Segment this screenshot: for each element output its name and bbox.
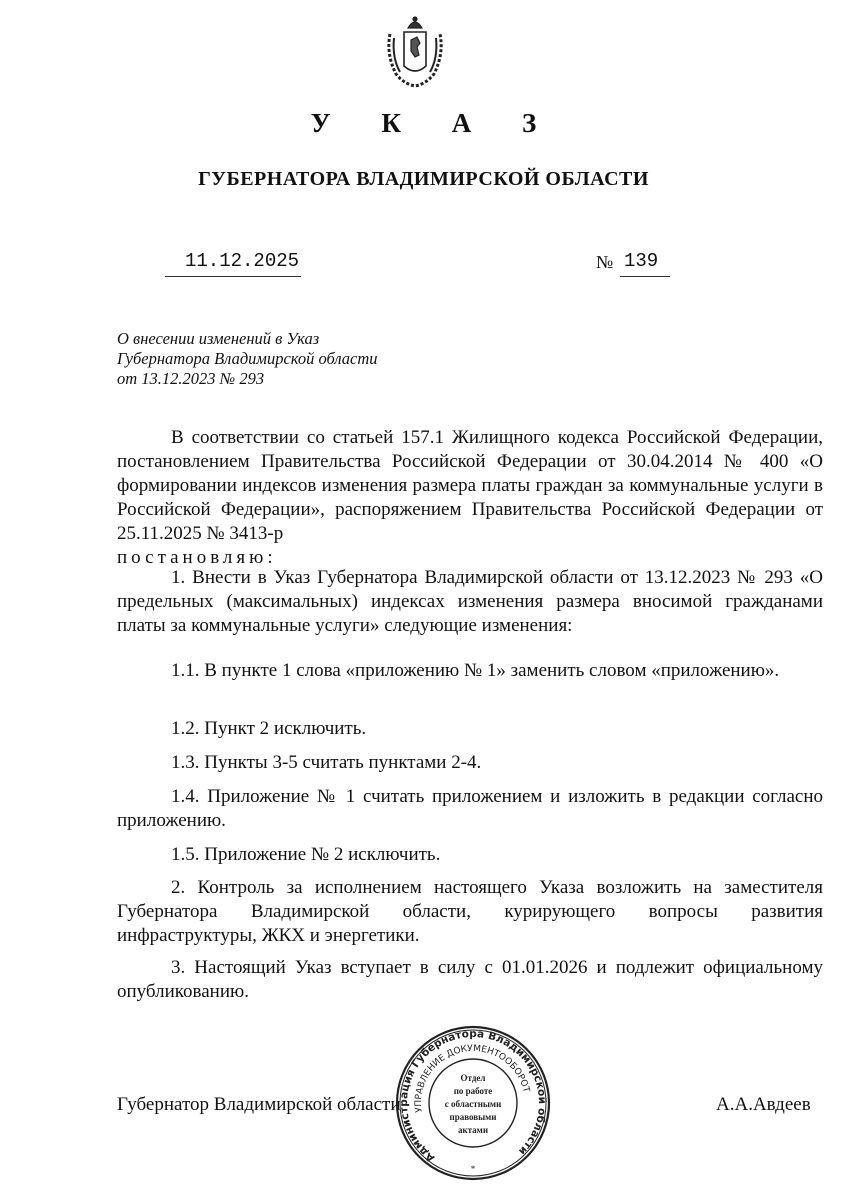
stamp-center-line: Отдел <box>460 1073 486 1083</box>
stamp-center-line: правовыми <box>449 1112 497 1122</box>
stamp-star-icon: * <box>470 1164 476 1174</box>
subject-line: О внесении изменений в Указ <box>117 329 320 348</box>
item-paragraph: 1. Внести в Указ Губернатора Владимирской области от 13.12.2023 № 293 «О предельных (максимальных) индексах изменения размера вносимой гражданами платы за коммунальные услуги» следующие изменения: <box>117 567 823 636</box>
item-paragraph: 1.3. Пункты 3-5 считать пунктами 2-4. <box>171 752 482 773</box>
subject-line: от 13.12.2023 № 293 <box>117 369 265 388</box>
document-number: 139 <box>624 250 659 272</box>
document-date: 11.12.2025 <box>185 250 300 272</box>
item-paragraph: 3. Настоящий Указ вступает в силу с 01.01.2026 и подлежит официальному опубликованию. <box>117 957 823 1002</box>
date-underline <box>165 276 301 277</box>
signatory-title: Губернатор Владимирской области <box>117 1094 401 1115</box>
official-stamp <box>376 1023 553 1188</box>
stamp-center-line: по работе <box>453 1086 493 1096</box>
coat-of-arms-emblem <box>384 14 446 95</box>
stamp-outer-text: Администрация Губернатора Владимирской области <box>397 1027 549 1165</box>
issuer-title: ГУБЕРНАТОРА ВЛАДИМИРСКОЙ ОБЛАСТИ <box>198 168 649 190</box>
document-subject <box>117 329 378 389</box>
signatory-name: А.А.Авдеев <box>716 1094 811 1115</box>
stamp-center-line: актами <box>457 1125 489 1135</box>
stamp-inner-text: УПРАВЛЕНИЕ ДОКУМЕНТООБОРОТА <box>376 1030 531 1113</box>
item-paragraph: 1.4. Приложение № 1 считать приложением и изложить в редакции согласно приложению. <box>117 786 823 831</box>
preamble-paragraph: В соответствии со статьей 157.1 Жилищного кодекса Российской Федерации, постановлением Правительства Российской Федерации от 30.04.2014 № 400 «О формировании индексов изменения размера платы граждан за коммунальные услуги в Российской Федерации», распоряжением Правительства Российской Федерации от 25.11.2025 № 3413-р <box>117 427 823 544</box>
decree-word: постановляю: <box>117 547 277 568</box>
document-type-title: У К А З <box>310 108 559 138</box>
item-paragraph: 1.5. Приложение № 2 исключить. <box>171 844 441 865</box>
number-sign: № <box>596 252 614 272</box>
stamp-center-line: с областными <box>444 1099 502 1109</box>
item-paragraph: 1.1. В пункте 1 слова «приложению № 1» заменить словом «приложению». <box>171 660 780 681</box>
item-paragraph: 2. Контроль за исполнением настоящего Указа возложить на заместителя Губернатора Владимирской области, курирующего вопросы развития инфраструктуры, ЖКХ и энергетики. <box>117 877 823 946</box>
number-underline <box>620 276 670 277</box>
subject-line: Губернатора Владимирской области <box>117 349 378 368</box>
item-paragraph: 1.2. Пункт 2 исключить. <box>171 718 367 739</box>
